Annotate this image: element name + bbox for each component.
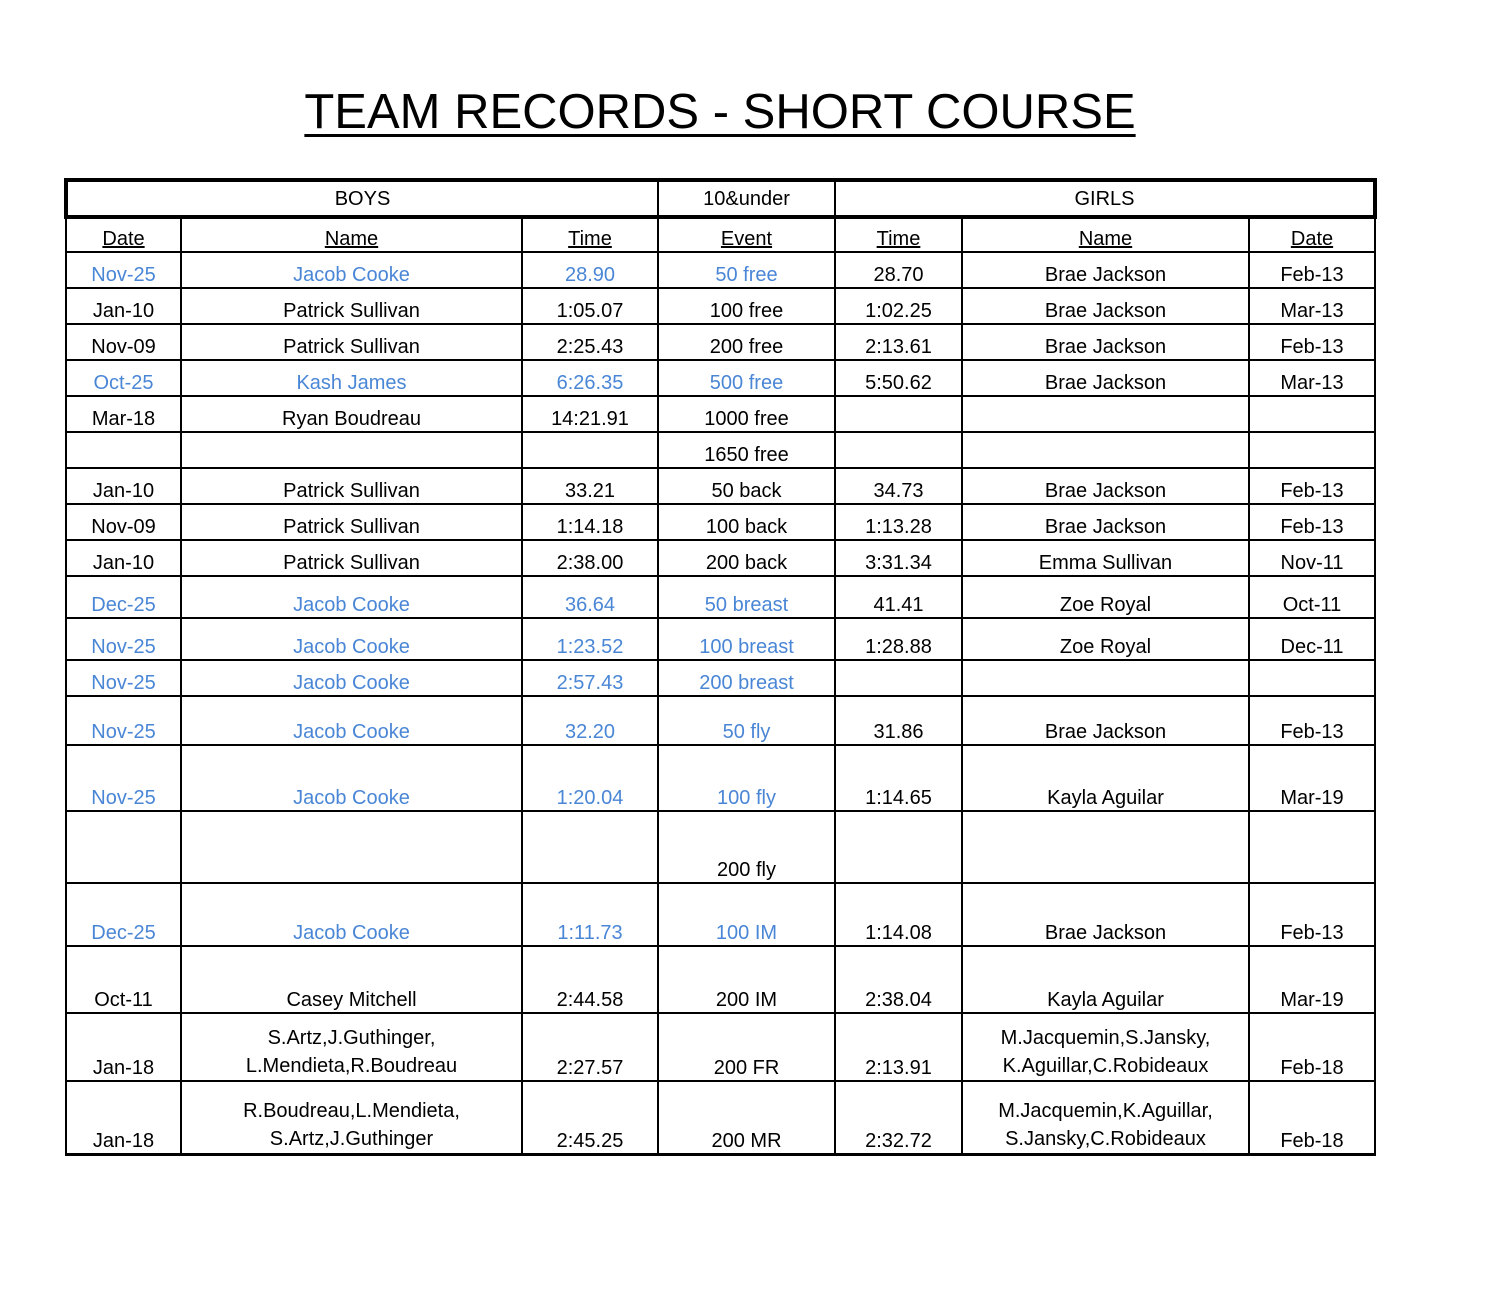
girls-date-cell: [1249, 432, 1375, 468]
girls-date-cell: [1249, 811, 1375, 883]
records-table: [64, 178, 1377, 1156]
girls-date-cell: Feb-18: [1249, 1013, 1375, 1081]
boys-time-cell: 14:21.91: [522, 396, 658, 432]
table-row: [66, 288, 1375, 324]
girls-time-cell: 1:28.88: [835, 618, 962, 660]
event-cell: 50 back: [658, 468, 835, 504]
girls-name-cell: Zoe Royal: [962, 618, 1249, 660]
boys-name-cell: Kash James: [181, 360, 522, 396]
girls-date-cell: Mar-19: [1249, 946, 1375, 1013]
boys-date-cell: Nov-25: [66, 745, 181, 811]
girls-time-cell: 2:13.91: [835, 1013, 962, 1081]
boys-name-cell: Jacob Cooke: [181, 576, 522, 618]
girls-time-cell: 41.41: [835, 576, 962, 618]
group-age: 10&under: [658, 180, 835, 217]
event-cell: 100 back: [658, 504, 835, 540]
girls-date-cell: Oct-11: [1249, 576, 1375, 618]
boys-time-cell: 1:05.07: [522, 288, 658, 324]
boys-date-cell: Mar-18: [66, 396, 181, 432]
girls-date-cell: Feb-13: [1249, 252, 1375, 288]
event-cell: 100 free: [658, 288, 835, 324]
boys-date-cell: Jan-18: [66, 1081, 181, 1155]
boys-date-cell: Dec-25: [66, 576, 181, 618]
girls-date-cell: Feb-13: [1249, 504, 1375, 540]
table-row: [66, 432, 1375, 468]
girls-time-cell: [835, 432, 962, 468]
girls-time-cell: 5:50.62: [835, 360, 962, 396]
girls-name-cell: Brae Jackson: [962, 252, 1249, 288]
boys-name-cell: Patrick Sullivan: [181, 288, 522, 324]
event-cell: 100 fly: [658, 745, 835, 811]
girls-name-cell: Brae Jackson: [962, 360, 1249, 396]
boys-date-cell: [66, 811, 181, 883]
table-row: [66, 504, 1375, 540]
boys-time-cell: 2:27.57: [522, 1013, 658, 1081]
boys-time-cell: [522, 811, 658, 883]
col-girls-time: Time: [835, 217, 962, 252]
boys-date-cell: [66, 432, 181, 468]
boys-date-cell: Nov-25: [66, 252, 181, 288]
girls-date-cell: Mar-13: [1249, 288, 1375, 324]
boys-date-cell: Jan-18: [66, 1013, 181, 1081]
girls-name-cell: M.Jacquemin,K.Aguillar, S.Jansky,C.Robideaux: [962, 1081, 1249, 1155]
table-row: [66, 468, 1375, 504]
girls-name-cell: Brae Jackson: [962, 883, 1249, 946]
boys-name-cell: Casey Mitchell: [181, 946, 522, 1013]
table-row: [66, 396, 1375, 432]
event-cell: 200 free: [658, 324, 835, 360]
event-cell: 500 free: [658, 360, 835, 396]
girls-name-cell: Zoe Royal: [962, 576, 1249, 618]
boys-date-cell: Nov-09: [66, 504, 181, 540]
group-boys: BOYS: [66, 180, 658, 217]
girls-name-cell: [962, 811, 1249, 883]
girls-date-cell: Dec-11: [1249, 618, 1375, 660]
girls-date-cell: [1249, 396, 1375, 432]
boys-time-cell: 2:38.00: [522, 540, 658, 576]
boys-time-cell: 1:20.04: [522, 745, 658, 811]
boys-time-cell: 2:25.43: [522, 324, 658, 360]
girls-date-cell: Feb-13: [1249, 468, 1375, 504]
boys-name-cell: Jacob Cooke: [181, 883, 522, 946]
girls-time-cell: 28.70: [835, 252, 962, 288]
girls-time-cell: 34.73: [835, 468, 962, 504]
col-event: Event: [658, 217, 835, 252]
event-cell: 200 breast: [658, 660, 835, 696]
boys-date-cell: Oct-11: [66, 946, 181, 1013]
girls-name-cell: [962, 660, 1249, 696]
girls-time-cell: [835, 660, 962, 696]
girls-time-cell: 31.86: [835, 696, 962, 745]
table-row: [66, 660, 1375, 696]
girls-name-cell: Kayla Aguilar: [962, 745, 1249, 811]
boys-name-cell: S.Artz,J.Guthinger, L.Mendieta,R.Boudreau: [181, 1013, 522, 1081]
boys-time-cell: 1:14.18: [522, 504, 658, 540]
girls-name-cell: Emma Sullivan: [962, 540, 1249, 576]
table-row: [66, 696, 1375, 745]
col-girls-name: Name: [962, 217, 1249, 252]
girls-time-cell: 3:31.34: [835, 540, 962, 576]
boys-time-cell: 28.90: [522, 252, 658, 288]
event-cell: 50 breast: [658, 576, 835, 618]
boys-name-cell: Jacob Cooke: [181, 618, 522, 660]
event-cell: 1000 free: [658, 396, 835, 432]
girls-date-cell: Nov-11: [1249, 540, 1375, 576]
boys-name-cell: [181, 432, 522, 468]
girls-name-cell: Brae Jackson: [962, 324, 1249, 360]
girls-date-cell: Feb-13: [1249, 324, 1375, 360]
table-row: [66, 324, 1375, 360]
boys-time-cell: 2:45.25: [522, 1081, 658, 1155]
table-row: [66, 1013, 1375, 1081]
girls-name-cell: Brae Jackson: [962, 696, 1249, 745]
boys-name-cell: Patrick Sullivan: [181, 540, 522, 576]
table-row: [66, 618, 1375, 660]
boys-date-cell: Nov-25: [66, 696, 181, 745]
girls-date-cell: [1249, 660, 1375, 696]
girls-time-cell: 1:02.25: [835, 288, 962, 324]
boys-date-cell: Oct-25: [66, 360, 181, 396]
boys-name-cell: Jacob Cooke: [181, 252, 522, 288]
col-boys-time: Time: [522, 217, 658, 252]
girls-date-cell: Mar-19: [1249, 745, 1375, 811]
boys-date-cell: Nov-09: [66, 324, 181, 360]
boys-time-cell: 33.21: [522, 468, 658, 504]
girls-date-cell: Feb-18: [1249, 1081, 1375, 1155]
boys-name-cell: Jacob Cooke: [181, 696, 522, 745]
event-cell: 50 fly: [658, 696, 835, 745]
event-cell: 200 MR: [658, 1081, 835, 1155]
col-girls-date: Date: [1249, 217, 1375, 252]
event-cell: 200 FR: [658, 1013, 835, 1081]
boys-name-cell: Jacob Cooke: [181, 660, 522, 696]
column-header-row: [66, 217, 1375, 252]
col-boys-date: Date: [66, 217, 181, 252]
group-header-row: [66, 180, 1375, 217]
boys-date-cell: Jan-10: [66, 468, 181, 504]
table-row: [66, 745, 1375, 811]
girls-time-cell: [835, 811, 962, 883]
table-row: [66, 576, 1375, 618]
girls-time-cell: 1:14.65: [835, 745, 962, 811]
event-cell: 200 IM: [658, 946, 835, 1013]
table-row: [66, 1081, 1375, 1155]
girls-time-cell: 1:14.08: [835, 883, 962, 946]
boys-date-cell: Dec-25: [66, 883, 181, 946]
boys-time-cell: [522, 432, 658, 468]
boys-name-cell: Jacob Cooke: [181, 745, 522, 811]
table-row: [66, 360, 1375, 396]
girls-time-cell: 1:13.28: [835, 504, 962, 540]
boys-date-cell: Jan-10: [66, 540, 181, 576]
group-girls: GIRLS: [835, 180, 1375, 217]
girls-name-cell: M.Jacquemin,S.Jansky, K.Aguillar,C.Robideaux: [962, 1013, 1249, 1081]
girls-time-cell: 2:38.04: [835, 946, 962, 1013]
girls-name-cell: Brae Jackson: [962, 288, 1249, 324]
girls-name-cell: Brae Jackson: [962, 504, 1249, 540]
boys-name-cell: R.Boudreau,L.Mendieta, S.Artz,J.Guthinger: [181, 1081, 522, 1155]
title-text: TEAM RECORDS - SHORT COURSE: [304, 85, 1136, 139]
boys-time-cell: 6:26.35: [522, 360, 658, 396]
table-row: [66, 946, 1375, 1013]
boys-time-cell: 36.64: [522, 576, 658, 618]
girls-date-cell: Mar-13: [1249, 360, 1375, 396]
boys-time-cell: 2:57.43: [522, 660, 658, 696]
boys-name-cell: Ryan Boudreau: [181, 396, 522, 432]
girls-name-cell: Brae Jackson: [962, 468, 1249, 504]
girls-time-cell: [835, 396, 962, 432]
girls-name-cell: [962, 432, 1249, 468]
boys-time-cell: 32.20: [522, 696, 658, 745]
table-row: [66, 883, 1375, 946]
boys-name-cell: Patrick Sullivan: [181, 324, 522, 360]
col-boys-name: Name: [181, 217, 522, 252]
boys-date-cell: Nov-25: [66, 660, 181, 696]
event-cell: 1650 free: [658, 432, 835, 468]
event-cell: 100 IM: [658, 883, 835, 946]
event-cell: 200 fly: [658, 811, 835, 883]
table-row: [66, 540, 1375, 576]
boys-name-cell: Patrick Sullivan: [181, 504, 522, 540]
event-cell: 100 breast: [658, 618, 835, 660]
girls-time-cell: 2:13.61: [835, 324, 962, 360]
boys-name-cell: [181, 811, 522, 883]
event-cell: 50 free: [658, 252, 835, 288]
boys-time-cell: 2:44.58: [522, 946, 658, 1013]
girls-time-cell: 2:32.72: [835, 1081, 962, 1155]
girls-date-cell: Feb-13: [1249, 883, 1375, 946]
boys-date-cell: Nov-25: [66, 618, 181, 660]
table-row: [66, 252, 1375, 288]
girls-date-cell: Feb-13: [1249, 696, 1375, 745]
girls-name-cell: [962, 396, 1249, 432]
page-title: [0, 82, 1440, 142]
girls-name-cell: Kayla Aguilar: [962, 946, 1249, 1013]
boys-time-cell: 1:11.73: [522, 883, 658, 946]
event-cell: 200 back: [658, 540, 835, 576]
boys-time-cell: 1:23.52: [522, 618, 658, 660]
boys-name-cell: Patrick Sullivan: [181, 468, 522, 504]
table-row: [66, 811, 1375, 883]
boys-date-cell: Jan-10: [66, 288, 181, 324]
